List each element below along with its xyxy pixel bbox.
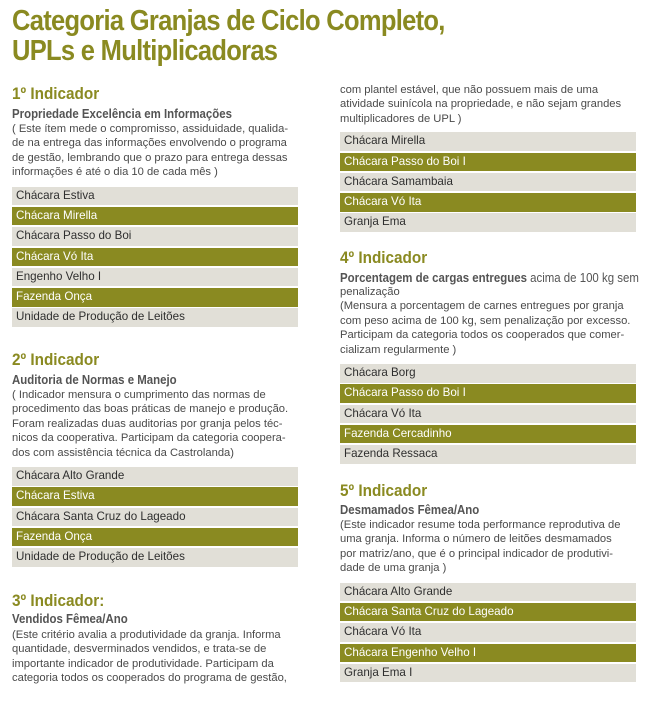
description-line: de gestão, lembrando que o prazo para entrega dessas: [12, 151, 288, 164]
description-line: importante indicador de produtividade. Participam da: [12, 657, 274, 670]
description-line: com peso acima de 100 kg, sem penalização por excesso.: [340, 314, 631, 327]
farm-row: Unidade de Produção de Leitões: [12, 308, 298, 327]
description-line: procedimento das boas práticas de manejo e produção.: [12, 403, 289, 416]
description-line: atividade suinícola na propriedade, e não sejam grandes: [340, 98, 622, 111]
description-line: dos com assistência técnica da Castrolanda): [12, 446, 234, 459]
farm-row: Chácara Mirella: [340, 132, 636, 151]
indicator-description: [12, 122, 298, 180]
page-title-line-2: UPLs e Multiplicadoras: [12, 35, 278, 67]
farm-row: Fazenda Onça: [12, 528, 298, 547]
farm-row: Chácara Engenho Velho I: [340, 644, 636, 663]
description-line: (Mensura a porcentagem de carnes entregues por granja: [340, 300, 624, 313]
indicator-heading: 5º Indicador: [340, 481, 428, 500]
indicator-5: [340, 481, 636, 684]
farm-row: Fazenda Ressaca: [340, 445, 636, 464]
indicator-subtitle: Desmamados Fêmea/Ano: [340, 502, 480, 517]
farm-row: Unidade de Produção de Leitões: [12, 548, 298, 567]
indicator-subtitle: Propriedade Excelência em Informações: [12, 106, 232, 121]
description-line: ( Este ítem mede o compromisso, assiduidade, qualida-: [12, 123, 289, 135]
description-line: ( Indicador mensura o cumprimento das normas de: [12, 389, 266, 401]
farm-list: [340, 132, 636, 232]
indicator-2: [12, 350, 298, 569]
indicator-heading: 1º Indicador: [12, 84, 100, 103]
farm-row: Chácara Passo do Boi I: [340, 153, 636, 172]
description-line: categoria todos os cooperados do programa de gestão,: [12, 672, 287, 685]
description-line: nicos da cooperativa. Participam da categoria coopera-: [12, 432, 286, 445]
description-line: Participam da categoria todos os cooperados que comer-: [340, 329, 625, 342]
description-line: (Este critério avalia a produtividade da granja. Informa: [12, 629, 281, 641]
farm-row: Chácara Estiva: [12, 487, 298, 506]
subtitle-continued: penalização: [340, 286, 400, 298]
farm-list: [12, 187, 298, 327]
subtitle-bold: Porcentagem de cargas entregues: [340, 270, 527, 285]
description-line: por matriz/ano, que é o principal indicador de produtivi-: [340, 547, 614, 560]
farm-row: Chácara Estiva: [12, 187, 298, 206]
farm-row: Chácara Alto Grande: [340, 583, 636, 602]
farm-row: Chácara Santa Cruz do Lageado: [340, 603, 636, 622]
page-title: [12, 6, 642, 66]
farm-row: Chácara Passo do Boi I: [340, 384, 636, 403]
farm-row: Chácara Samambaia: [340, 173, 636, 192]
indicator-1: [12, 84, 298, 329]
indicator-description: [340, 299, 636, 357]
indicator-4: [340, 248, 639, 466]
description-line: Foram realizadas duas auditorias por granja pelos téc-: [12, 417, 283, 430]
indicator-3-continued: [340, 82, 636, 234]
description-line: dade de uma granja ): [340, 562, 447, 575]
farm-list: [340, 583, 636, 683]
subtitle-extra: acima de 100 kg sem: [526, 270, 639, 285]
farm-list: [12, 467, 298, 567]
farm-row: Fazenda Cercadinho: [340, 425, 636, 444]
description-line: (Este indicador resume toda performance reprodutiva de: [340, 519, 621, 531]
farm-row: Chácara Alto Grande: [12, 467, 298, 486]
farm-list: [340, 364, 636, 464]
description-line: cializam regularmente ): [340, 343, 457, 356]
description-line: com plantel estável, que não possuem mais de uma: [340, 84, 599, 96]
description-line: uma granja. Informa o número de leitões desmamados: [340, 533, 612, 546]
page-title-line-1: Categoria Granjas de Ciclo Completo,: [12, 5, 445, 37]
indicator-description: [12, 388, 298, 460]
farm-row: Chácara Vó Ita: [340, 193, 636, 212]
farm-row: Chácara Vó Ita: [340, 405, 636, 424]
farm-row: Engenho Velho I: [12, 268, 298, 287]
indicator-description: [340, 83, 636, 126]
indicator-description: [340, 518, 636, 576]
farm-row: Fazenda Onça: [12, 288, 298, 307]
indicator-3: [12, 591, 298, 686]
farm-row: Chácara Mirella: [12, 207, 298, 226]
farm-row: Chácara Santa Cruz do Lageado: [12, 508, 298, 527]
indicator-heading: 2º Indicador: [12, 350, 100, 369]
indicator-subtitle: [340, 270, 639, 285]
farm-row: Chácara Vó Ita: [12, 248, 298, 267]
description-line: quantidade, desverminados vendidos, e trata-se de: [12, 643, 267, 656]
farm-row: Chácara Vó Ita: [340, 623, 636, 642]
farm-row: Granja Ema I: [340, 664, 636, 683]
indicator-heading: 4º Indicador: [340, 248, 428, 267]
description-line: multiplicadores de UPL ): [340, 112, 462, 125]
description-line: informações é até o dia 10 de cada mês ): [12, 166, 218, 179]
indicator-subtitle: Auditoria de Normas e Manejo: [12, 372, 177, 387]
farm-row: Chácara Borg: [340, 364, 636, 383]
farm-row: Granja Ema: [340, 213, 636, 232]
indicator-heading: 3º Indicador:: [12, 591, 105, 610]
indicator-description: [12, 628, 298, 686]
farm-row: Chácara Passo do Boi: [12, 227, 298, 246]
indicator-subtitle: Vendidos Fêmea/Ano: [12, 611, 128, 626]
description-line: de na entrega das informações envolvendo o programa: [12, 137, 287, 150]
